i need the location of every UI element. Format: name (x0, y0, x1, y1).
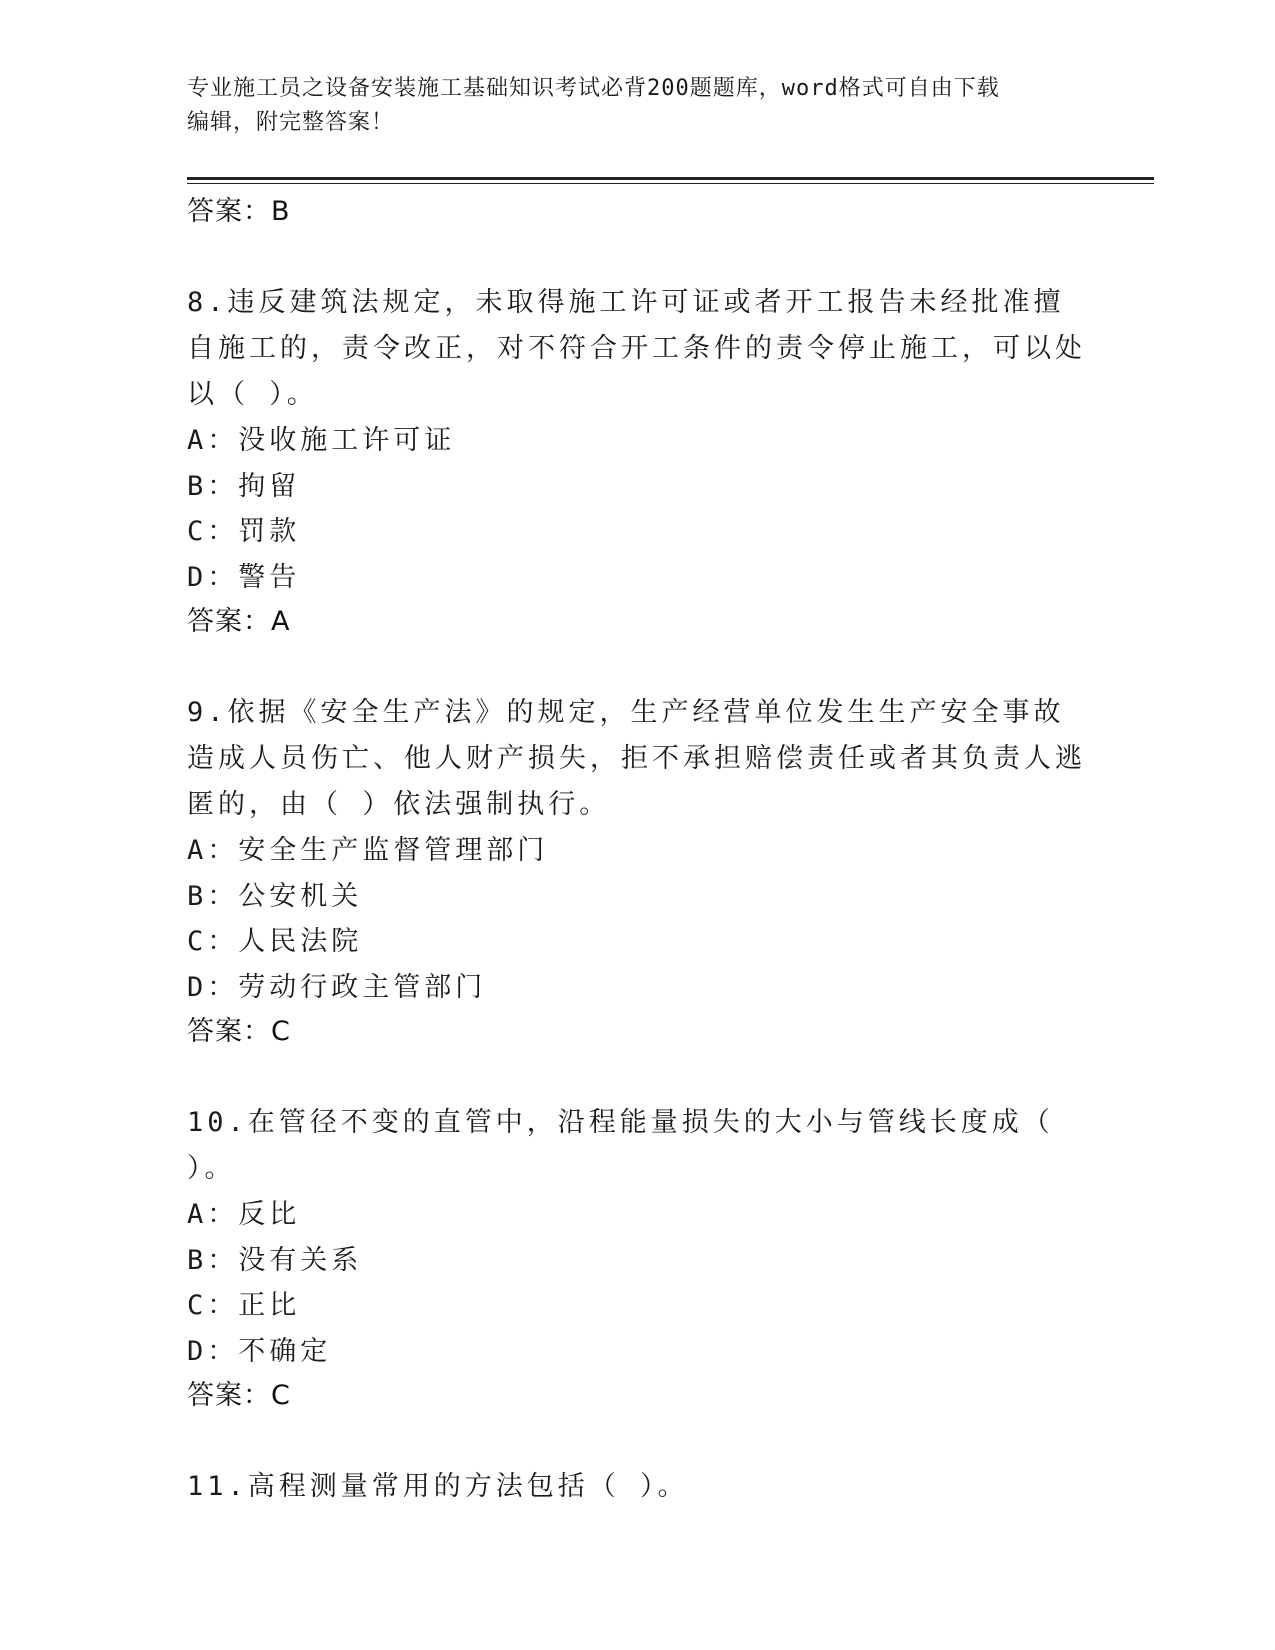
option-c: C：人民法院 (187, 926, 363, 957)
answer: 答案：A (187, 606, 291, 637)
question-text: 11.高程测量常用的方法包括（ ）。 (187, 1471, 689, 1502)
question-10 (187, 1100, 1087, 1418)
question-text: 8.违反建筑法规定，未取得施工许可证或者开工报告未经批准擅自施工的，责令改正，对不符合开工条件的责令停止施工，可以处以（ ）。 (187, 287, 1086, 410)
option-a: A：安全生产监督管理部门 (187, 835, 549, 866)
spacer (187, 644, 1087, 690)
spacer (187, 1054, 1087, 1100)
option-a: A：反比 (187, 1199, 301, 1230)
question-11 (187, 1464, 1087, 1510)
option-c: C：正比 (187, 1290, 301, 1321)
option-b: B：拘留 (187, 470, 301, 502)
header-title-line-1: 专业施工员之设备安装施工基础知识考试必背200题题库，word格式可自由下载 (187, 76, 1000, 101)
option-d: D：不确定 (187, 1335, 332, 1367)
option-d: D：劳动行政主管部门 (187, 971, 487, 1003)
option-d: D：警告 (187, 561, 301, 593)
answer: 答案：C (187, 1380, 291, 1411)
question-9 (187, 690, 1087, 1054)
spacer (187, 1418, 1087, 1464)
header-title-line-2: 编辑，附完整答案！ (187, 110, 395, 135)
header-divider-thick (187, 177, 1154, 180)
option-a: A：没收施工许可证 (187, 425, 456, 456)
option-b: B：没有关系 (187, 1244, 363, 1276)
option-c: C：罚款 (187, 516, 301, 547)
answer: 答案：C (187, 1016, 291, 1047)
previous-answer: 答案：B (187, 196, 291, 227)
document-header (187, 72, 1087, 140)
option-b: B：公安机关 (187, 880, 363, 912)
spacer (187, 234, 1087, 280)
question-text: 10.在管径不变的直管中，沿程能量损失的大小与管线长度成（ ）。 (187, 1107, 1054, 1184)
question-list (187, 190, 1087, 1510)
question-8 (187, 280, 1087, 644)
header-divider-thin (187, 183, 1154, 184)
question-text: 9.依据《安全生产法》的规定，生产经营单位发生生产安全事故造成人员伤亡、他人财产损失，拒不承担赔偿责任或者其负责人逃匿的，由（ ）依法强制执行。 (187, 697, 1086, 820)
